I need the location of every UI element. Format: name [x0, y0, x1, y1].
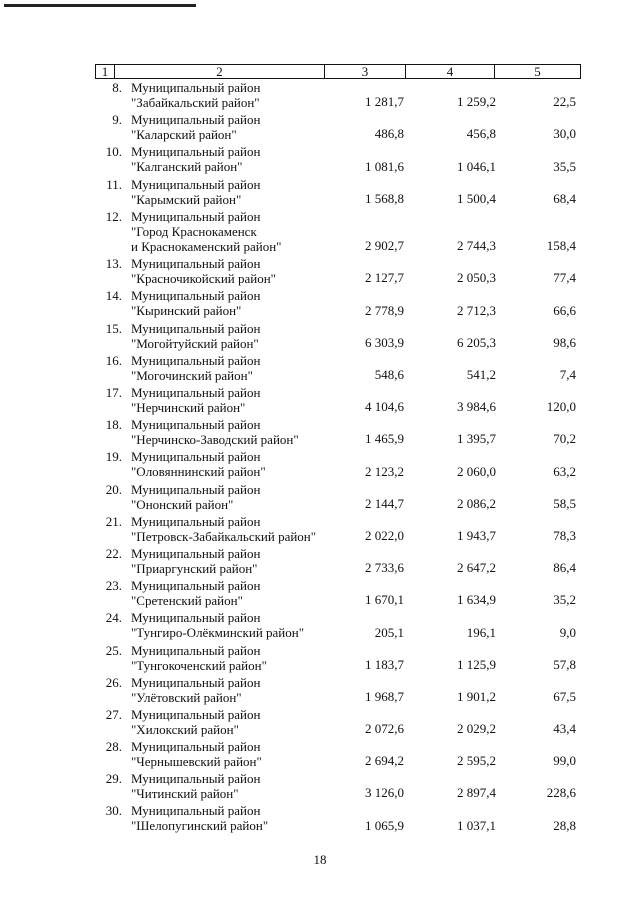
row-value-c3: 2 694,2: [365, 753, 404, 769]
row-number: 23.: [105, 578, 122, 594]
row-name: [131, 449, 361, 479]
row-value-c5: 99,0: [553, 753, 576, 769]
row-name-line: "Кыринский район": [131, 303, 242, 319]
row-name: [131, 256, 361, 286]
row-name-line: Муниципальный район: [131, 513, 261, 529]
row-value-c3: 2 022,0: [365, 527, 404, 543]
top-rule: [4, 4, 196, 7]
row-name-line: Муниципальный район: [131, 771, 261, 787]
row-name: [131, 578, 361, 608]
row-number: 10.: [105, 144, 122, 160]
row-number: 13.: [105, 256, 122, 272]
row-name: [131, 610, 361, 640]
row-name-line: Муниципальный район: [131, 144, 261, 160]
row-value-c3: 1 465,9: [365, 431, 404, 447]
row-name-line: Муниципальный район: [131, 176, 261, 192]
row-number: 29.: [105, 771, 122, 787]
row-value-c3: 1 968,7: [365, 688, 404, 704]
table-row: [0, 417, 640, 449]
table-row: [0, 546, 640, 578]
row-name: [131, 803, 361, 833]
header-col-5: 5: [495, 65, 581, 79]
row-value-c3: 2 902,7: [365, 238, 404, 254]
row-name-line: "Могойтуйский район": [131, 335, 259, 351]
row-number: 24.: [105, 610, 122, 626]
table-row: [0, 514, 640, 546]
row-number: 20.: [105, 481, 122, 497]
row-value-c3: 6 303,9: [365, 334, 404, 350]
table-row: [0, 80, 640, 112]
row-name-line: и Краснокаменский район": [131, 238, 282, 254]
row-value-c5: 70,2: [553, 431, 576, 447]
row-value-c3: 1 183,7: [365, 656, 404, 672]
table-row: [0, 209, 640, 257]
row-name-line: "Тунгиро-Олёкминский район": [131, 625, 305, 641]
row-name-line: "Хилокский район": [131, 721, 239, 737]
row-name-line: "Калганский район": [131, 159, 243, 175]
row-value-c5: 98,6: [553, 334, 576, 350]
row-name: [131, 546, 361, 576]
row-number: 22.: [105, 545, 122, 561]
row-name-line: Муниципальный район: [131, 578, 261, 594]
row-value-c5: 30,0: [553, 126, 576, 142]
row-name-line: Муниципальный район: [131, 80, 261, 95]
row-name-line: Муниципальный район: [131, 642, 261, 658]
row-value-c4: 1 037,1: [457, 817, 496, 833]
row-name-line: Муниципальный район: [131, 481, 261, 497]
table-row: [0, 288, 640, 320]
row-name: [131, 385, 361, 415]
row-number: 25.: [105, 642, 122, 658]
row-number: 15.: [105, 320, 122, 336]
table-row: [0, 321, 640, 353]
row-value-c4: 2 086,2: [457, 495, 496, 511]
header-col-4: 4: [406, 65, 495, 79]
row-value-c3: 2 778,9: [365, 302, 404, 318]
row-value-c4: 6 205,3: [457, 334, 496, 350]
row-value-c4: 456,8: [466, 126, 496, 142]
row-value-c5: 67,5: [553, 688, 576, 704]
row-name: [131, 80, 361, 110]
row-value-c5: 66,6: [553, 302, 576, 318]
row-number: 16.: [105, 352, 122, 368]
row-number: 9.: [112, 112, 122, 128]
row-name-line: "Сретенский район": [131, 593, 243, 609]
table-body: [0, 80, 640, 836]
row-value-c3: 3 126,0: [365, 785, 404, 801]
table-row: [0, 256, 640, 288]
row-name-line: Муниципальный район: [131, 288, 261, 304]
table-row: [0, 739, 640, 771]
row-number: 27.: [105, 706, 122, 722]
table-row: [0, 643, 640, 675]
row-name: [131, 144, 361, 174]
table-row: [0, 449, 640, 481]
row-value-c5: 22,5: [553, 94, 576, 110]
row-value-c4: 2 050,3: [457, 270, 496, 286]
row-value-c5: 86,4: [553, 560, 576, 576]
table-row: [0, 482, 640, 514]
row-number: 28.: [105, 739, 122, 755]
row-value-c3: 205,1: [374, 624, 404, 640]
row-name: [131, 177, 361, 207]
table-row: [0, 177, 640, 209]
table-row: [0, 610, 640, 642]
table-row: [0, 353, 640, 385]
table-row: [0, 385, 640, 417]
row-number: 17.: [105, 385, 122, 400]
row-value-c3: 2 072,6: [365, 721, 404, 737]
row-name-line: "Нерчинский район": [131, 400, 246, 415]
row-value-c5: 158,4: [546, 238, 576, 254]
row-value-c3: 2 127,7: [365, 270, 404, 286]
row-value-c5: 43,4: [553, 721, 576, 737]
table-row: [0, 112, 640, 144]
row-value-c3: 548,6: [374, 367, 404, 382]
row-value-c3: 1 065,9: [365, 817, 404, 833]
row-name-line: "Петровск-Забайкальский район": [131, 528, 317, 544]
row-name-line: "Оловяннинский район": [131, 464, 266, 480]
row-value-c5: 77,4: [553, 270, 576, 286]
row-name-line: "Город Краснокаменск: [131, 223, 257, 239]
row-value-c4: 2 712,3: [457, 302, 496, 318]
row-name: [131, 288, 361, 318]
row-name: [131, 739, 361, 769]
row-number: 30.: [105, 803, 122, 819]
row-name: [131, 771, 361, 801]
row-value-c4: 2 060,0: [457, 463, 496, 479]
row-value-c4: 1 046,1: [457, 158, 496, 174]
row-value-c4: 1 634,9: [457, 592, 496, 608]
row-name-line: Муниципальный район: [131, 320, 261, 336]
row-name-line: "Улётовский район": [131, 689, 242, 705]
row-number: 21.: [105, 513, 122, 529]
row-value-c4: 1 943,7: [457, 527, 496, 543]
table-row: [0, 675, 640, 707]
row-value-c3: 1 568,8: [365, 190, 404, 206]
row-name: [131, 514, 361, 544]
row-name-line: Муниципальный район: [131, 803, 261, 819]
row-name-line: Муниципальный район: [131, 112, 261, 128]
row-number: 11.: [106, 176, 122, 192]
row-value-c3: 486,8: [374, 126, 404, 142]
row-value-c3: 2 123,2: [365, 463, 404, 479]
row-value-c5: 68,4: [553, 190, 576, 206]
row-value-c4: 3 984,6: [457, 399, 496, 415]
row-number: 14.: [105, 288, 122, 304]
row-name-line: Муниципальный район: [131, 545, 261, 561]
row-number: 8.: [112, 80, 122, 95]
row-name: [131, 675, 361, 705]
row-value-c5: 35,5: [553, 158, 576, 174]
row-name-line: Муниципальный район: [131, 706, 261, 722]
row-number: 26.: [105, 674, 122, 690]
row-name: [131, 417, 361, 447]
row-name-line: Муниципальный район: [131, 449, 261, 465]
row-name-line: "Красночикойский район": [131, 271, 276, 287]
row-name-line: "Шелопугинский район": [131, 818, 269, 834]
row-value-c4: 2 029,2: [457, 721, 496, 737]
table-row: [0, 578, 640, 610]
row-number: 19.: [105, 449, 122, 465]
row-name-line: Муниципальный район: [131, 352, 261, 368]
table-row: [0, 144, 640, 176]
row-value-c4: 2 897,4: [457, 785, 496, 801]
row-name-line: Муниципальный район: [131, 256, 261, 272]
row-value-c4: 1 500,4: [457, 190, 496, 206]
row-value-c4: 196,1: [466, 624, 496, 640]
row-name-line: Муниципальный район: [131, 208, 261, 224]
row-value-c3: 1 281,7: [365, 94, 404, 110]
row-value-c4: 541,2: [466, 367, 496, 382]
row-name-line: "Забайкальский район": [131, 95, 260, 110]
row-value-c5: 78,3: [553, 527, 576, 543]
row-value-c5: 9,0: [559, 624, 576, 640]
page-number: 18: [313, 852, 327, 867]
row-value-c3: 1 081,6: [365, 158, 404, 174]
row-name-line: Муниципальный район: [131, 739, 261, 755]
row-value-c5: 63,2: [553, 463, 576, 479]
row-name-line: "Могочинский район": [131, 367, 253, 383]
row-name: [131, 353, 361, 383]
row-name-line: Муниципальный район: [131, 674, 261, 690]
row-value-c4: 2 744,3: [457, 238, 496, 254]
row-number: 12.: [105, 208, 122, 224]
table-row: [0, 803, 640, 835]
row-name-line: "Каларский район": [131, 127, 237, 143]
row-name: [131, 482, 361, 512]
row-value-c4: 1 901,2: [457, 688, 496, 704]
row-value-c3: 4 104,6: [365, 399, 404, 415]
table-row: [0, 771, 640, 803]
row-name-line: "Чернышевский район": [131, 754, 262, 770]
row-number: 18.: [105, 417, 122, 433]
table-row: [0, 707, 640, 739]
header-col-2: 2: [115, 65, 325, 79]
row-name-line: "Ононский район": [131, 496, 234, 512]
row-value-c5: 57,8: [553, 656, 576, 672]
row-value-c5: 28,8: [553, 817, 576, 833]
row-value-c5: 7,4: [559, 367, 576, 382]
row-name-line: Муниципальный район: [131, 417, 261, 433]
row-value-c3: 2 733,6: [365, 560, 404, 576]
row-value-c4: 2 595,2: [457, 753, 496, 769]
row-name: [131, 707, 361, 737]
row-name-line: "Карымский район": [131, 191, 242, 207]
row-name-line: "Нерчинско-Заводский район": [131, 432, 299, 448]
row-name: [131, 643, 361, 673]
row-name-line: Муниципальный район: [131, 610, 261, 626]
row-value-c4: 1 259,2: [457, 94, 496, 110]
row-value-c5: 120,0: [546, 399, 576, 415]
row-name: [131, 209, 361, 254]
row-value-c4: 1 395,7: [457, 431, 496, 447]
row-name-line: "Читинский район": [131, 786, 239, 802]
row-value-c5: 35,2: [553, 592, 576, 608]
row-value-c5: 58,5: [553, 495, 576, 511]
row-name-line: "Приаргунский район": [131, 560, 258, 576]
row-value-c4: 2 647,2: [457, 560, 496, 576]
row-value-c5: 228,6: [546, 785, 576, 801]
row-name: [131, 321, 361, 351]
header-col-1: 1: [96, 65, 115, 79]
row-name-line: Муниципальный район: [131, 385, 261, 400]
column-header-row: [95, 64, 581, 79]
row-name: [131, 112, 361, 142]
row-value-c4: 1 125,9: [457, 656, 496, 672]
row-name-line: "Тунгокоченский район": [131, 657, 267, 673]
row-value-c3: 1 670,1: [365, 592, 404, 608]
row-value-c3: 2 144,7: [365, 495, 404, 511]
header-col-3: 3: [325, 65, 406, 79]
